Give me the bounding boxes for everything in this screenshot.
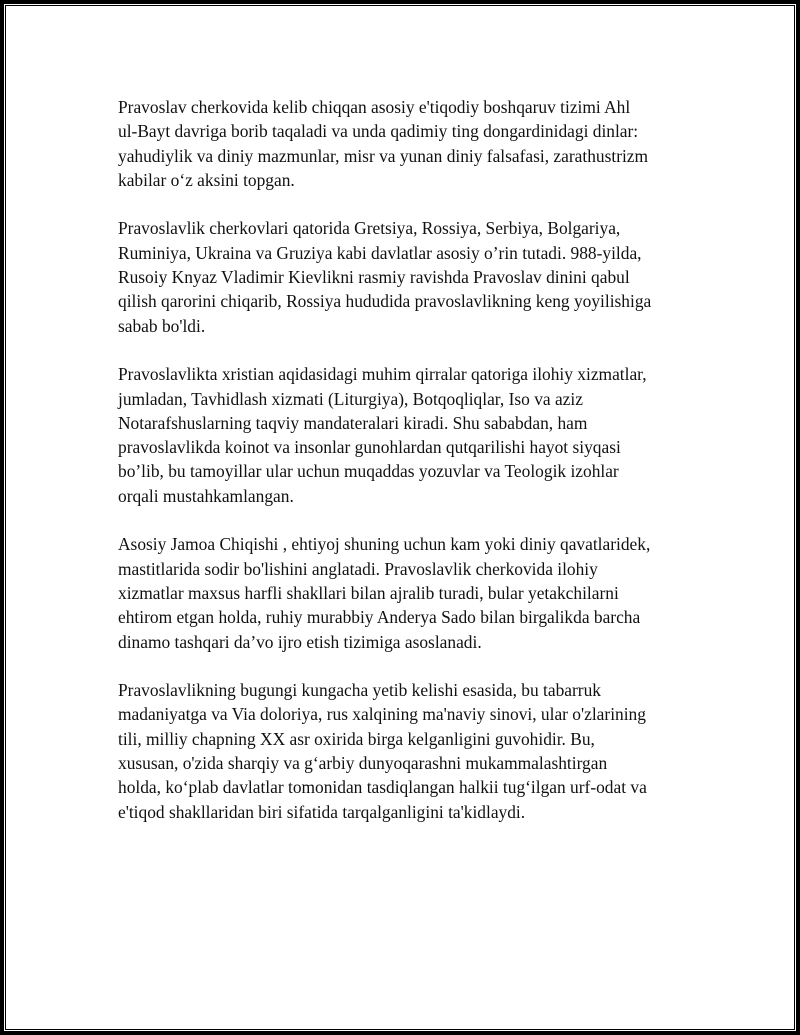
paragraph-3: Pravoslavlikta xristian aqidasidagi muhim qirralar qatoriga ilohiy xizmatlar, jumladan, Tavhidlash xizmati (Liturgiya), Botqoqliqlar, Iso va aziz Notarafshuslarning taqviy mandateralari kiradi. Shu sababdan, ham pravoslavlikda koinot va insonlar gunohlardan qutqarilishi hayot siyqasi bo’lib, bu tamoyillar ular uchun muqaddas yozuvlar va Teologik izohlar orqali mustahkamlangan. bbox=[118, 364, 647, 506]
paragraph-1: Pravoslav cherkovida kelib chiqqan asosiy e'tiqodiy boshqaruv tizimi Ahl ul-Bayt davriga borib taqaladi va unda qadimiy ting dongardinidagi dinlar: yahudiylik va diniy mazmunlar, misr va yunan diniy falsafasi, zarathustrizm kabilar o‘z aksini topgan. bbox=[118, 97, 649, 190]
document-body bbox=[118, 95, 690, 848]
paragraph-2: Pravoslavlik cherkovlari qatorida Gretsiya, Rossiya, Serbiya, Bolgariya, Ruminiya, Ukraina va Gruziya kabi davlatlar asosiy o’rin tutadi. 988-yilda, Rusoiy Knyaz Vladimir Kievlikni rasmiy ravishda Pravoslav dinini qabul qilish qarorini chiqarib, Rossiya hududida pravoslavlikning keng yoyilishiga sabab bo'ldi. bbox=[118, 218, 652, 336]
paragraph-5: Pravoslavlikning bugungi kungacha yetib kelishi esasida, bu tabarruk madaniyatga va Via doloriya, rus xalqining ma'naviy sinovi, ular o'zlarining tili, milliy chapning XX asr oxirida birga kelganligini guvohidir. Bu, xususan, o'zida sharqiy va g‘arbiy dunyoqarashni mukammalashtirgan holda, ko‘plab davlatlar tomonidan tasdiqlangan halkii tug‘ilgan urf-odat va e'tiqod shakllaridan biri sifatida tarqalganligini ta'kidlaydi. bbox=[118, 680, 647, 822]
paragraph-4: Asosiy Jamoa Chiqishi , ehtiyoj shuning uchun kam yoki diniy qavatlaridek, mastitlarida sodir bo'lishini anglatadi. Pravoslavlik cherkovida ilohiy xizmatlar maxsus harfli shakllari bilan ajralib turadi, bular yetakchilarni ehtirom etgan holda, ruhiy murabbiy Anderya Sado bilan birgalikda barcha dinamo tashqari da’vo ijro etish tizimiga asoslanadi. bbox=[118, 534, 651, 652]
